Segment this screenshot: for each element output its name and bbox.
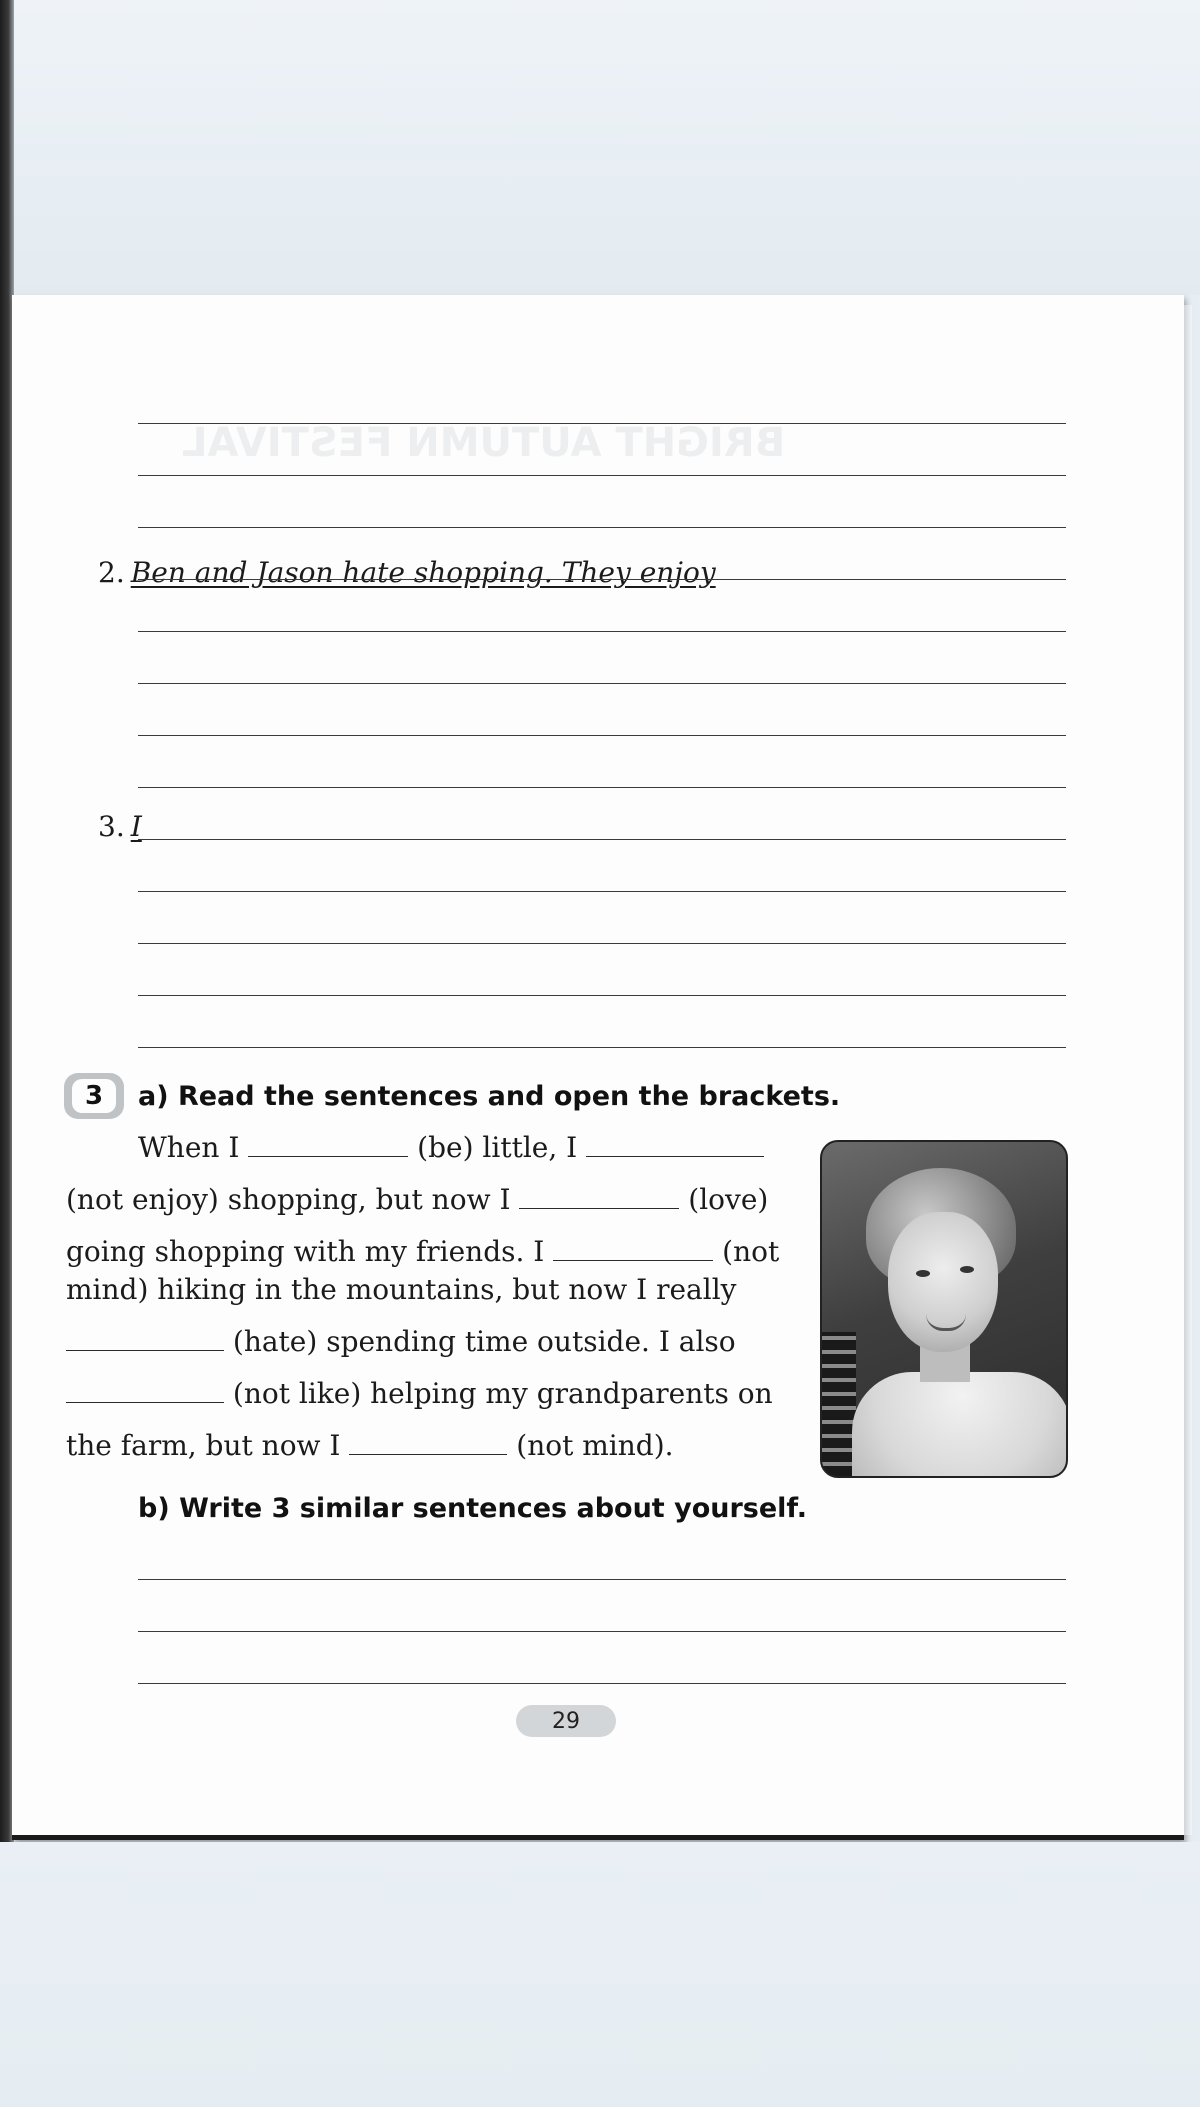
page-edge [1184, 305, 1192, 1835]
answer-blank[interactable] [519, 1186, 679, 1209]
photo-shirt [852, 1372, 1068, 1478]
writing-line[interactable] [138, 423, 1066, 424]
text-segment: (not like) helping my grandparents on [224, 1377, 773, 1410]
text-segment: (not mind). [507, 1429, 674, 1462]
writing-line[interactable] [138, 735, 1066, 736]
writing-line[interactable] [138, 527, 1066, 528]
item-prompt: I [130, 810, 142, 843]
answer-blank[interactable] [66, 1328, 224, 1351]
photo-background-strip [822, 1332, 856, 1476]
show-through-text: BRIGHT AUTUMN FESTIVAL [182, 420, 786, 466]
text-segment: (not enjoy) shopping, but now I [66, 1183, 520, 1216]
text-segment: When I [138, 1131, 249, 1164]
answer-blank[interactable] [586, 1134, 764, 1157]
text-line-1 [138, 1131, 764, 1165]
writing-line[interactable] [138, 1631, 1066, 1632]
exercise-item-2 [98, 557, 716, 589]
text-line-3 [66, 1235, 779, 1269]
task-a-heading: a) Read the sentences and open the brackets. [138, 1081, 841, 1112]
text-segment: the farm, but now I [66, 1429, 350, 1462]
answer-blank[interactable] [349, 1432, 507, 1455]
text-segment: (not [713, 1235, 780, 1268]
text-segment: going shopping with my friends. I [66, 1235, 554, 1268]
text-line-6 [66, 1377, 773, 1411]
item-number: 3. [98, 810, 125, 843]
photo-eye [960, 1266, 974, 1273]
answer-blank[interactable] [66, 1380, 224, 1403]
writing-line[interactable] [138, 1683, 1066, 1684]
exercise-item-3 [98, 811, 142, 843]
item-prompt: Ben and Jason hate shopping. They enjoy [130, 556, 716, 589]
writing-line[interactable] [138, 579, 1066, 580]
writing-line[interactable] [138, 1047, 1066, 1048]
writing-line[interactable] [138, 943, 1066, 944]
workbook-page [12, 295, 1184, 1840]
writing-line[interactable] [138, 1579, 1066, 1580]
text-segment: (be) little, I [408, 1131, 587, 1164]
photo-eye [916, 1270, 930, 1277]
item-number: 2. [98, 556, 125, 589]
exercise-number: 3 [72, 1079, 116, 1113]
text-line-4 [66, 1273, 736, 1307]
text-segment: mind) hiking in the mountains, but now I really [66, 1273, 737, 1306]
scan-background-bottom [0, 1842, 1200, 2107]
smiling-boy-photo [820, 1140, 1068, 1478]
page-number: 29 [516, 1705, 616, 1737]
text-segment: (love) [679, 1183, 769, 1216]
answer-blank[interactable] [553, 1238, 713, 1261]
writing-line[interactable] [138, 891, 1066, 892]
writing-line[interactable] [138, 631, 1066, 632]
writing-line[interactable] [138, 995, 1066, 996]
writing-line[interactable] [138, 475, 1066, 476]
text-line-2 [66, 1183, 768, 1217]
photo-face [888, 1212, 998, 1352]
answer-blank[interactable] [248, 1134, 408, 1157]
text-segment: (hate) spending time outside. I also [224, 1325, 736, 1358]
exercise-number-badge [64, 1073, 124, 1119]
task-b-heading: b) Write 3 similar sentences about yourself. [138, 1493, 807, 1524]
text-line-5 [66, 1325, 736, 1359]
writing-line[interactable] [138, 683, 1066, 684]
scan-background-top [0, 0, 1200, 295]
text-line-7 [66, 1429, 674, 1463]
writing-line[interactable] [138, 839, 1066, 840]
writing-line[interactable] [138, 787, 1066, 788]
